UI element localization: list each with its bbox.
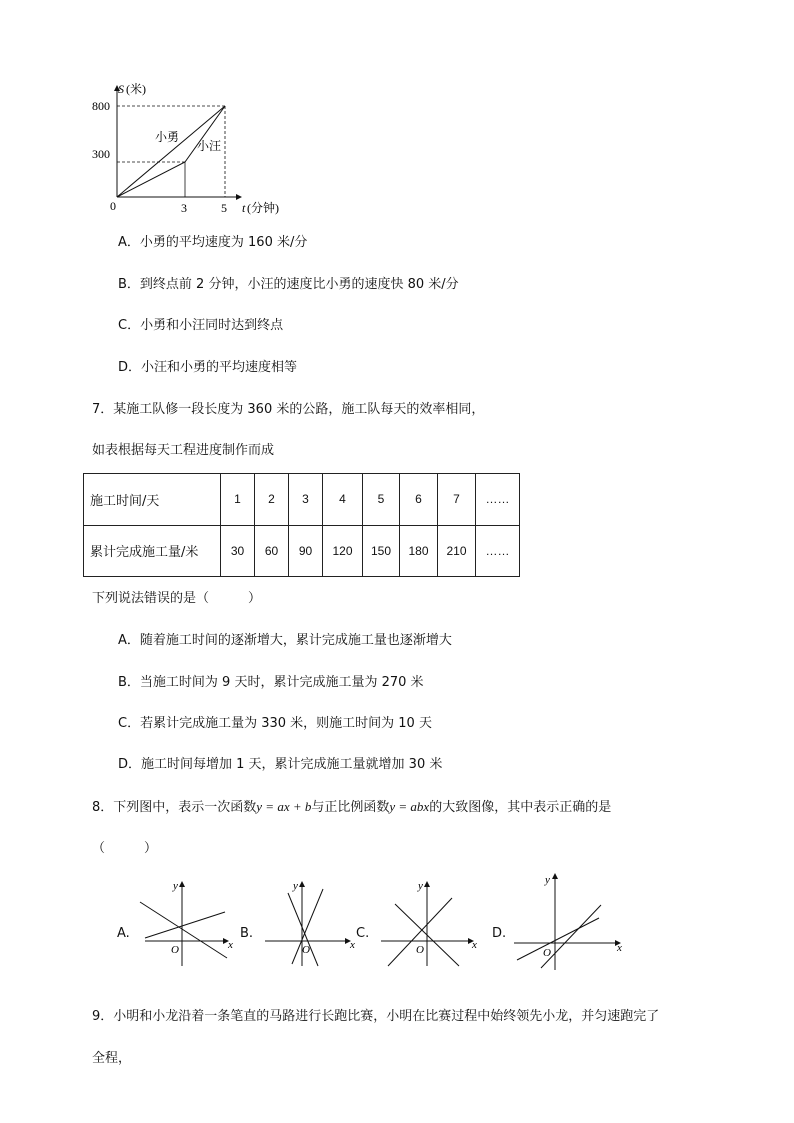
row-header-days: 施工时间/天	[84, 474, 221, 526]
q8-graph-c	[378, 876, 478, 972]
table-cell: 30	[221, 525, 255, 577]
axis-x-label: x	[350, 939, 355, 951]
table-cell: 180	[400, 525, 438, 577]
q8-graph-b	[262, 876, 362, 972]
table-cell: 210	[438, 525, 476, 577]
origin-label: O	[543, 947, 551, 959]
table-cell: 6	[400, 474, 438, 526]
q6-option-b: B．到终点前 2 分钟，小汪的速度比小勇的速度快 80 米/分	[118, 277, 459, 292]
q8-choice-d: D.	[492, 926, 507, 941]
q8-formula-1: y = ax + b	[256, 799, 312, 814]
table-cell: 120	[323, 525, 363, 577]
y-tick-300: 300	[92, 147, 110, 161]
origin-label: O	[416, 944, 424, 956]
q8-stem-a: 8．下列图中，表示一次函数	[92, 800, 257, 815]
axis-x-label: x	[617, 942, 622, 954]
table-row	[84, 474, 520, 526]
axis-y-label: y	[545, 874, 550, 886]
q8-stem-c: 的大致图像，其中表示正确的是	[429, 800, 612, 815]
q7-stem-line1: 7．某施工队修一段长度为 360 米的公路，施工队每天的效率相同，	[92, 402, 485, 417]
q7-option-b: B．当施工时间为 9 天时，累计完成施工量为 270 米	[118, 675, 424, 690]
q8-choice-a: A.	[117, 926, 130, 941]
x-tick-5: 5	[221, 201, 227, 215]
q9-line2: 全程，	[92, 1051, 132, 1066]
row-header-amount: 累计完成施工量/米	[84, 525, 221, 577]
table-cell: 5	[363, 474, 400, 526]
q9-line1: 9．小明和小龙沿着一条笔直的马路进行长跑比赛，小明在比赛过程中始终领先小龙，并匀速跑完了	[92, 1009, 660, 1024]
axis-x-label: x	[472, 939, 477, 951]
q7-option-d: D．施工时间每增加 1 天，累计完成施工量就增加 30 米	[118, 757, 443, 772]
function-line	[517, 918, 599, 960]
function-line	[145, 912, 225, 938]
table-cell: 4	[323, 474, 363, 526]
q8-choice-c: C.	[356, 926, 370, 941]
y-tick-800: 800	[92, 99, 110, 113]
table-cell: 90	[289, 525, 323, 577]
axis-y-label: y	[293, 880, 298, 892]
label-xiaoyong: 小勇	[155, 130, 180, 144]
q7-question: 下列说法错误的是（ ）	[92, 591, 262, 606]
table-cell: 2	[255, 474, 289, 526]
progress-table	[83, 473, 520, 577]
q7-option-a: A．随着施工时间的逐渐增大，累计完成施工量也逐渐增大	[118, 633, 452, 648]
function-line	[140, 902, 227, 958]
origin-label: O	[302, 944, 310, 956]
x-tick-3: 3	[181, 201, 187, 215]
x-axis-var: t	[242, 201, 246, 215]
q8-choice-b: B.	[240, 926, 254, 941]
q8-stem	[92, 800, 611, 814]
x-axis-unit: (分钟)	[247, 201, 279, 215]
axis-y-label: y	[418, 880, 423, 892]
y-axis-unit: (米)	[126, 82, 146, 96]
q8-formula-2: y = abx	[389, 799, 430, 814]
table-cell: ……	[476, 474, 520, 526]
origin-label: 0	[110, 199, 116, 213]
q7-option-c: C．若累计完成施工量为 330 米，则施工时间为 10 天	[118, 716, 432, 731]
table-cell: 150	[363, 525, 400, 577]
axis-y-label: y	[173, 880, 178, 892]
q6-option-c: C．小勇和小汪同时达到终点	[118, 318, 284, 333]
q8-stem-b: 与正比例函数	[311, 800, 390, 815]
q8-graph-d	[510, 868, 625, 976]
q8-graph-a	[138, 876, 238, 972]
distance-time-graph	[85, 80, 295, 220]
q6-option-d: D．小汪和小勇的平均速度相等	[118, 360, 298, 375]
label-xiaowang: 小汪	[197, 139, 222, 153]
table-cell: 7	[438, 474, 476, 526]
origin-label: O	[171, 944, 179, 956]
table-cell: ……	[476, 525, 520, 577]
q7-stem-line2: 如表根据每天工程进度制作而成	[92, 443, 275, 458]
q6-option-a: A．小勇的平均速度为 160 米/分	[118, 235, 308, 250]
table-cell: 1	[221, 474, 255, 526]
table-row	[84, 525, 520, 577]
q8-paren: （ ）	[92, 841, 158, 856]
table-cell: 60	[255, 525, 289, 577]
axis-x-label: x	[228, 939, 233, 951]
table-cell: 3	[289, 474, 323, 526]
y-axis-var: S	[118, 82, 124, 96]
